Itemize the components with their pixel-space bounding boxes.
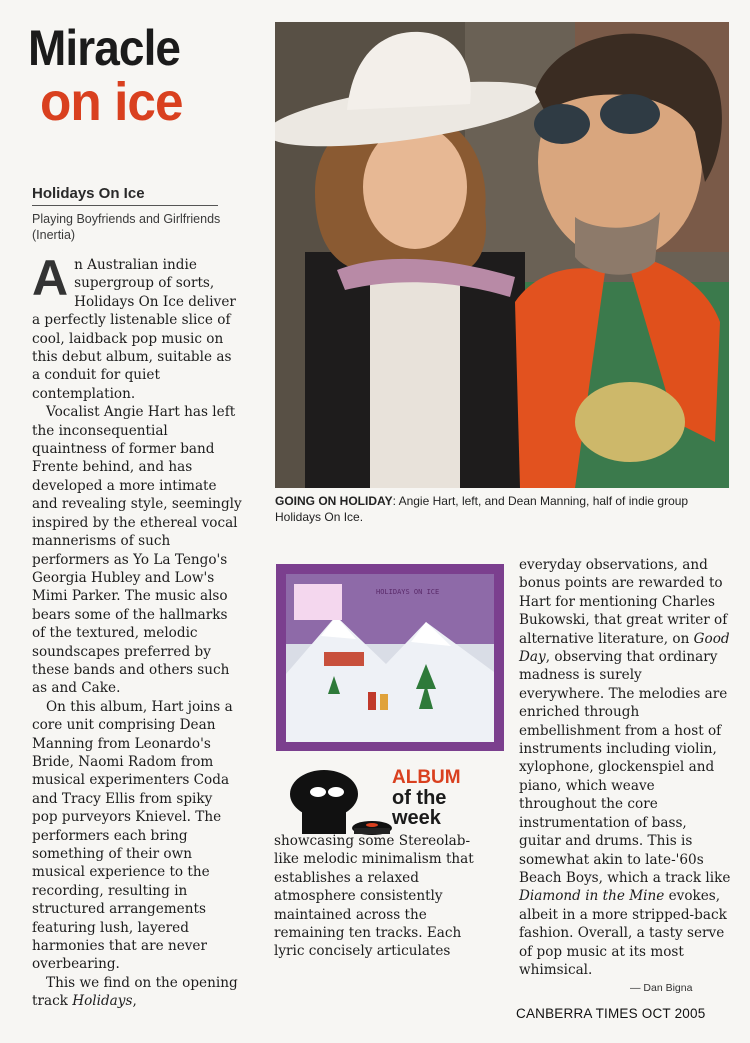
track-title-holidays: Holidays	[72, 993, 133, 1010]
title-rule	[32, 205, 218, 206]
aotw-line-3: week	[392, 807, 441, 829]
drop-cap: A	[32, 250, 69, 306]
track-title-diamond: Diamond in the Mine	[519, 888, 665, 905]
aotw-line-2: of the	[392, 787, 447, 809]
band-photo	[275, 22, 729, 488]
album-cover-band-text: HOLIDAYS ON ICE	[376, 588, 440, 596]
album-title: Holidays On Ice	[32, 185, 145, 202]
paragraph-1: n Australian indie supergroup of sorts, Holidays On Ice deliver a perfectly listenable slice of cool, laidback pop music on this debut album, suitable as a conduit for quiet contemplation.	[32, 257, 236, 402]
photo-caption-text: : Angie Hart, left, and Dean Manning, half of indie group Holidays On Ice.	[275, 494, 689, 524]
aotw-line-1: ALBUM	[392, 767, 461, 788]
byline: — Dan Bigna	[630, 982, 693, 994]
photo-caption-lead: GOING ON HOLIDAY	[275, 494, 393, 508]
headline-line-2: on ice	[40, 72, 183, 132]
paragraph-3: On this album, Hart joins a core unit comprising Dean Manning from Leonardo's Bride, Naomi Radom from musical experimenters Coda and Tracy Ellis from spiky pop purveyors Knievel. The performers each bring something of their own musical experience to the recording, resulting in structured arrangements featuring lush, layered harmonies that are never overbearing.	[32, 698, 233, 973]
headline-line-1: Miracle	[28, 20, 181, 76]
album-meta: Playing Boyfriends and Girlfriends (Inertia)	[32, 212, 221, 242]
paragraph-2: Vocalist Angie Hart has left the inconsequential quaintness of former band Frente behind, and has developed a more intimate and revealing style, seemingly inspired by the ethereal vocal mannerisms of such performers as Yo La Tengo's Georgia Hubley and Low's Mimi Parker. The music also bears some of the hallmarks of the textured, melodic soundscapes preferred by these bands and others such as and Cake.	[32, 404, 242, 697]
source-note: CANBERRA TIMES OCT 2005	[516, 1006, 706, 1021]
track-title-good-day: Good Day	[519, 630, 730, 666]
photo-caption	[275, 493, 735, 525]
body-column-1	[32, 250, 242, 1011]
album-of-the-week-label	[392, 768, 461, 828]
paragraph-4: This we find on the opening track Holidays,	[32, 974, 238, 1010]
headline	[28, 22, 268, 130]
paragraph-6: everyday observations, and bonus points are rewarded to Hart for mentioning Charles Bukowski, that great writer of alternative literature, on Good Day, observing that ordinary madness is surely everywhere. The melodies are enriched through embellishment from a host of instruments including violin, xylophone, glockenspiel and piano, which weave throughout the core instrumentation of bass, guitar and drums. This is somewhat akin to late-'60s Beach Boys, which a track like Diamond in the Mine evokes, albeit in a more stripped-back fashion. Overall, a tasty serve of pop music at its most whimsical.	[519, 557, 731, 978]
aotw-logo-icon	[284, 764, 394, 840]
band-photo-image	[275, 22, 729, 488]
body-column-3	[519, 556, 731, 979]
paragraph-5: showcasing some Stereolab-like melodic minimalism that establishes a relaxed atmosphere consistently maintained across the remaining ten tracks. Each lyric concisely articulates	[274, 833, 474, 960]
album-cover	[276, 564, 504, 751]
body-column-2	[274, 832, 474, 961]
